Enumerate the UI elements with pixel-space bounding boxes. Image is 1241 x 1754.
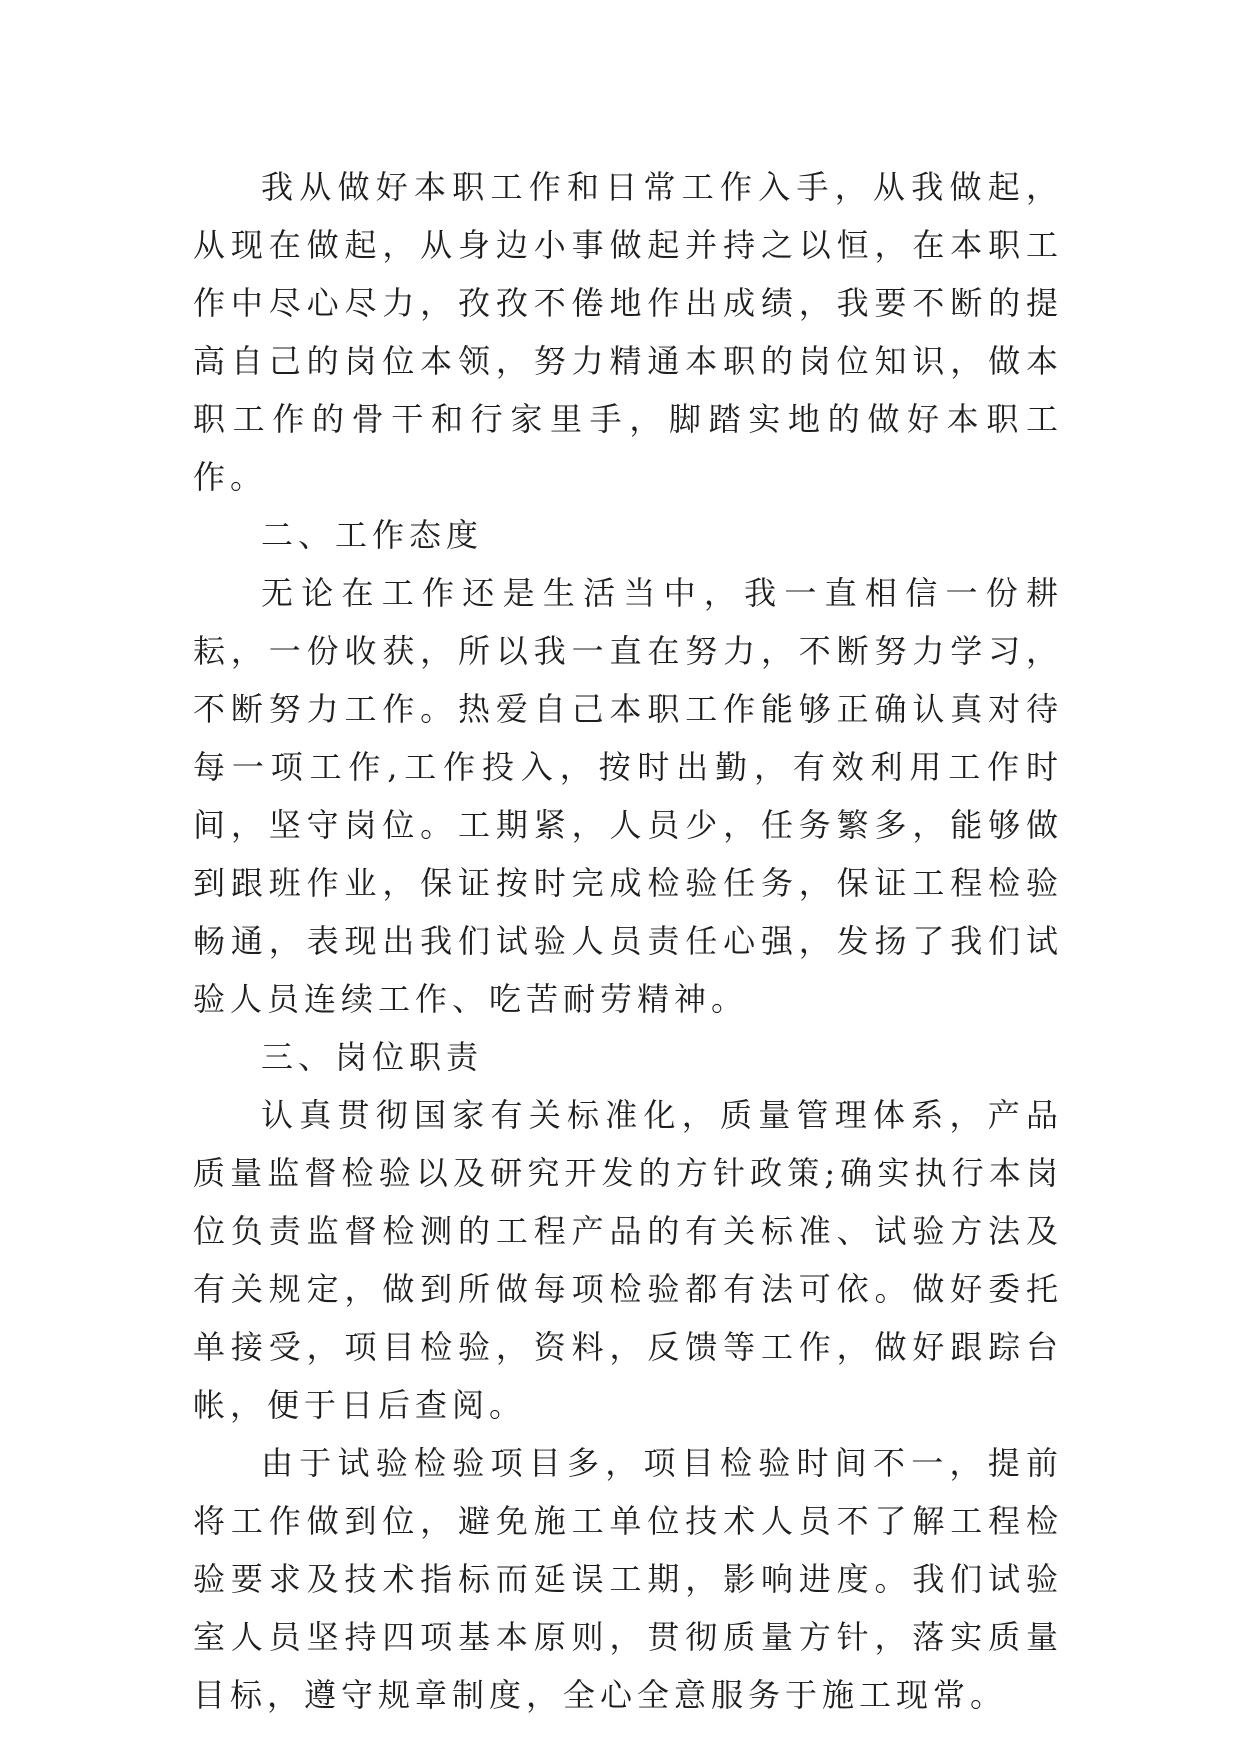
- section-heading-job-duties: 三、岗位职责: [261, 1038, 484, 1076]
- paragraph-work-approach: 我从做好本职工作和日常工作入手，从我做起，从现在做起，从身边小事做起并持之以恒，在本职工作中尽心尽力，孜孜不倦地作出成绩，我要不断的提高自己的岗位本领，努力精通本职的岗位知识，做本职工作的骨干和行家里手，脚踏实地的做好本职工作。: [193, 168, 1063, 496]
- paragraph-testing-service: 由于试验检验项目多，项目检验时间不一，提前将工作做到位，避免施工单位技术人员不了解工程检验要求及技术指标而延误工期，影响进度。我们试验室人员坚持四项基本原则，贯彻质量方针，落实质量目标，遵守规章制度，全心全意服务于施工现常。: [193, 1444, 1063, 1714]
- paragraph-job-duties: 认真贯彻国家有关标准化，质量管理体系，产品质量监督检验以及研究开发的方针政策;确实执行本岗位负责监督检测的工程产品的有关标准、试验方法及有关规定，做到所做每项检验都有法可依。做好委托单接受，项目检验，资料，反馈等工作，做好跟踪台帐，便于日后查阅。: [193, 1096, 1063, 1424]
- document-body: [193, 158, 1063, 1724]
- paragraph-work-attitude: 无论在工作还是生活当中，我一直相信一份耕耘，一份收获，所以我一直在努力，不断努力学习，不断努力工作。热爱自己本职工作能够正确认真对待每一项工作,工作投入，按时出勤，有效利用工作时间，坚守岗位。工期紧，人员少，任务繁多，能够做到跟班作业，保证按时完成检验任务，保证工程检验畅通，表现出我们试验人员责任心强，发扬了我们试验人员连续工作、吃苦耐劳精神。: [193, 574, 1063, 1018]
- section-heading-work-attitude: 二、工作态度: [261, 516, 484, 554]
